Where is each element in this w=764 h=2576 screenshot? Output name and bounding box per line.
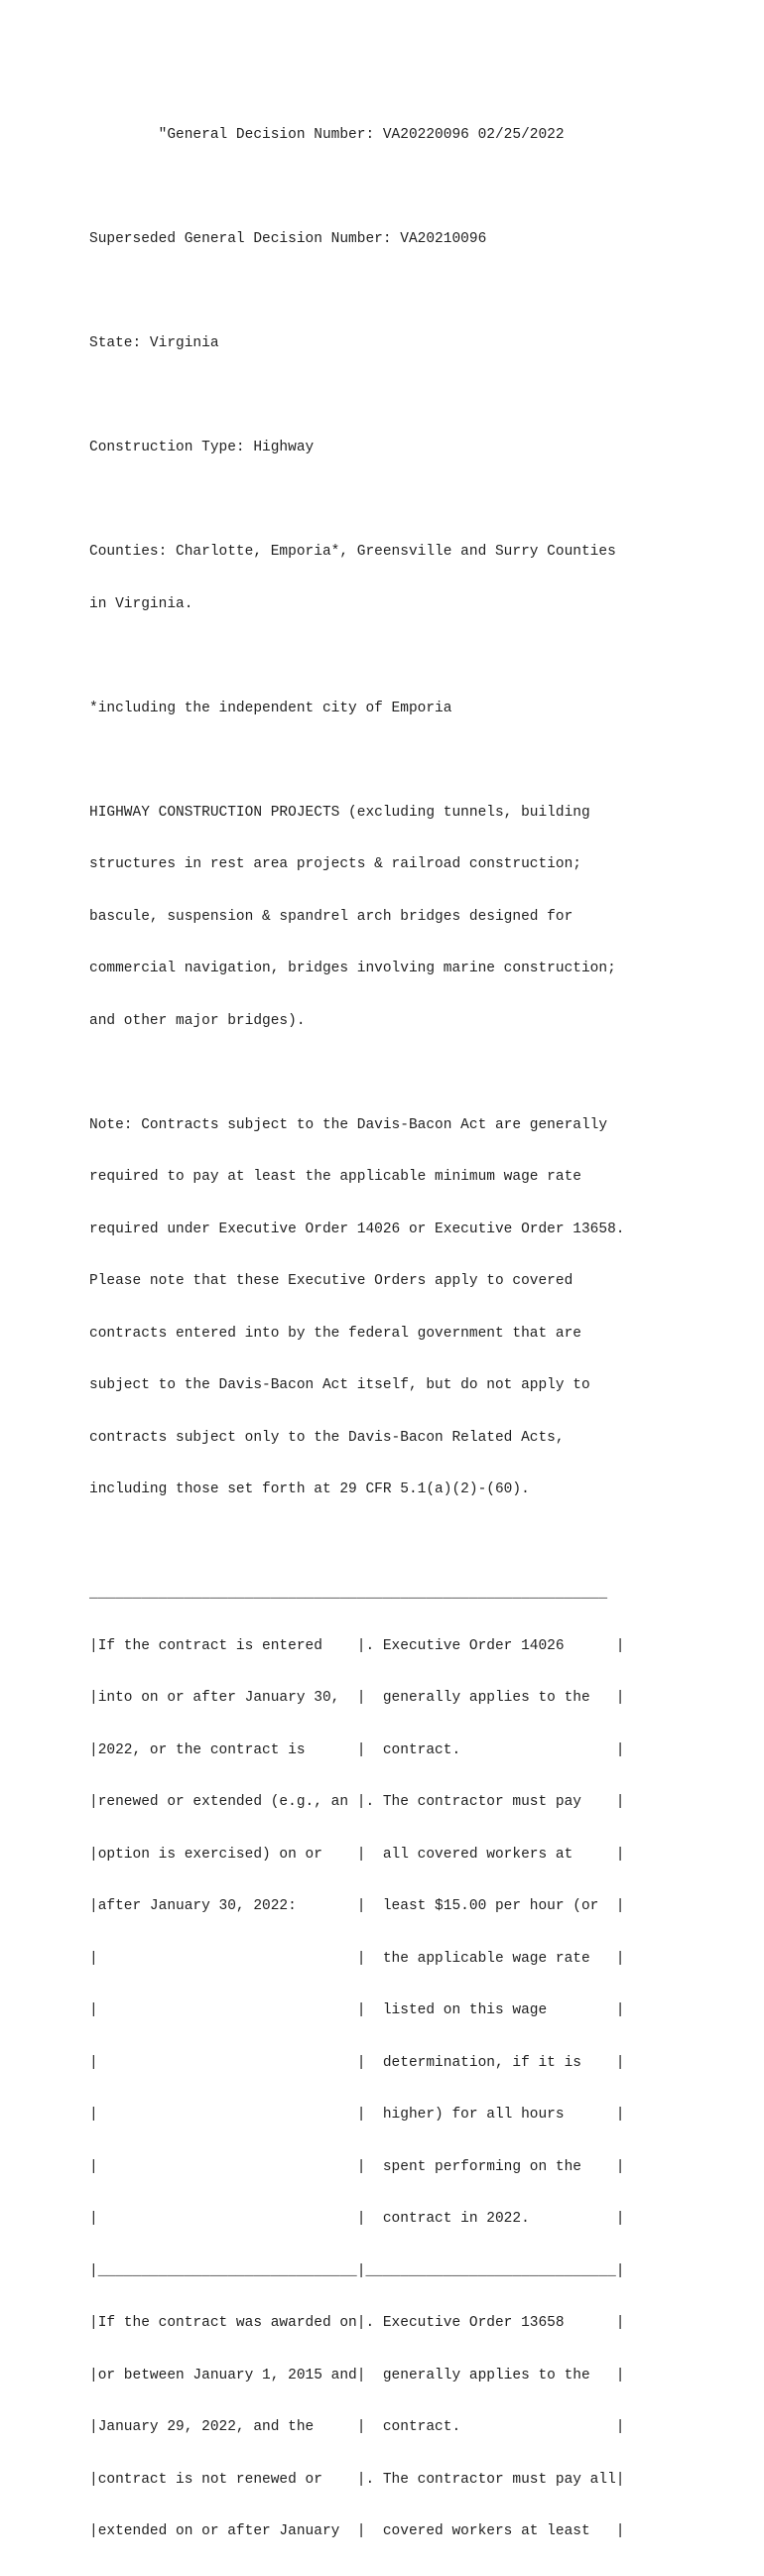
document-line: Superseded General Decision Number: VA20210096 (89, 231, 487, 247)
table-row: |If the contract is entered |. Executive Order 14026 | (89, 1637, 625, 1654)
document-line (89, 752, 685, 770)
document-line: Note: Contracts subject to the Davis-Bacon Act are generally (89, 1116, 608, 1133)
document-line: bascule, suspension & spandrel arch bridges designed for (89, 908, 573, 925)
document-line: HIGHWAY CONSTRUCTION PROJECTS (excluding tunnels, building (89, 804, 590, 821)
table-row: |option is exercised) on or | all covered workers at | (89, 1846, 625, 1863)
document-line: *including the independent city of Emporia (89, 700, 452, 716)
table-row: |January 29, 2022, and the | contract. | (89, 2419, 625, 2435)
document-line (89, 180, 685, 197)
table-row: |contract is not renewed or |. The contractor must pay all| (89, 2471, 625, 2488)
table-row: | | spent performing on the | (89, 2158, 625, 2175)
table-row: | | higher) for all hours | (89, 2107, 625, 2123)
document-line: structures in rest area projects & railroad construction; (89, 856, 581, 872)
document-line: in Virginia. (89, 595, 193, 612)
document-line: contracts subject only to the Davis-Bacon Related Acts, (89, 1429, 565, 1446)
table-row: |If the contract was awarded on|. Executive Order 13658 | (89, 2315, 625, 2331)
table-row: |renewed or extended (e.g., an |. The contractor must pay | (89, 1794, 625, 1810)
table-row: |2022, or the contract is | contract. | (89, 1741, 625, 1758)
document-line: subject to the Davis-Bacon Act itself, but do not apply to (89, 1377, 590, 1393)
document-line: "General Decision Number: VA20220096 02/25/2022 (89, 127, 565, 143)
document-line (89, 492, 685, 510)
document-line: Counties: Charlotte, Emporia*, Greensville and Surry Counties (89, 544, 616, 560)
document-line: including those set forth at 29 CFR 5.1(a)(2)-(60). (89, 1481, 530, 1497)
table-rule: |______________________________|_____________________________| (89, 2262, 625, 2279)
table-row: |into on or after January 30, | generally applies to the | (89, 1690, 625, 1706)
document-line (89, 648, 685, 666)
document-line: commercial navigation, bridges involving marine construction; (89, 961, 616, 976)
document-line: Construction Type: Highway (89, 440, 315, 455)
table-row: | | determination, if it is | (89, 2054, 625, 2071)
table-row: | | contract in 2022. | (89, 2211, 625, 2227)
table-row: | | the applicable wage rate | (89, 1950, 625, 1967)
document-line (89, 1065, 685, 1083)
table-row: |after January 30, 2022: | least $15.00 per hour (or | (89, 1898, 625, 1914)
document-line (89, 284, 685, 302)
table-row: | | listed on this wage | (89, 2002, 625, 2018)
table-rule: ____________________________________________________________ (89, 1586, 608, 1602)
document-line: Please note that these Executive Orders apply to covered (89, 1273, 573, 1289)
document-line: required to pay at least the applicable minimum wage rate (89, 1169, 581, 1185)
document-line (89, 388, 685, 406)
document-line: State: Virginia (89, 335, 219, 351)
document-line: contracts entered into by the federal government that are (89, 1325, 581, 1342)
document-line: and other major bridges). (89, 1012, 306, 1029)
document-text (89, 92, 685, 2576)
document-line (89, 1534, 685, 1552)
document-line: required under Executive Order 14026 or Executive Order 13658. (89, 1221, 625, 1237)
table-row: |or between January 1, 2015 and| generally applies to the | (89, 2367, 625, 2383)
table-row: |extended on or after January | covered workers at least | (89, 2523, 625, 2539)
